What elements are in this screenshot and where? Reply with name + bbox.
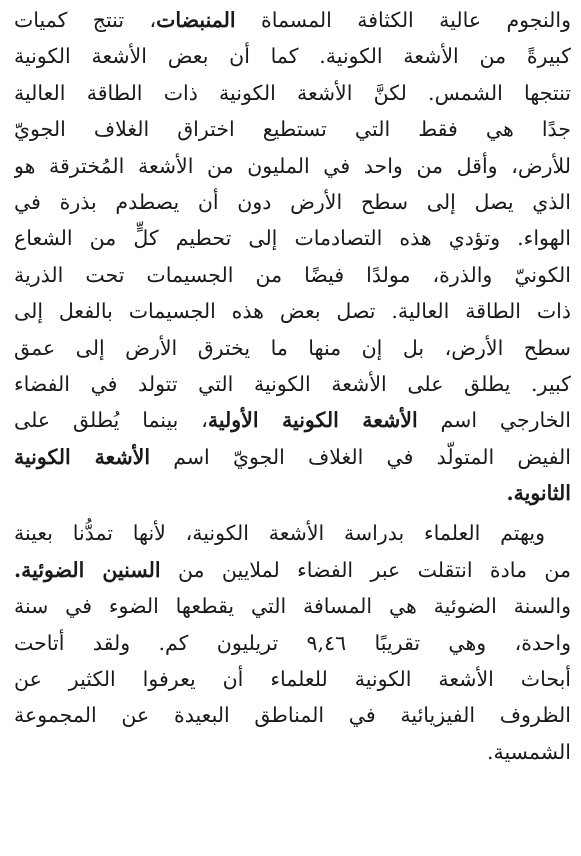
text-line: ويهتم العلماء بدراسة الأشعة الكونية، لأنها تمدُّنا بعينة [14,521,545,546]
text-line: الثانوية. [506,481,571,506]
text-line: جدًا هي فقط التي تستطيع اختراق الغلاف الجويّ [14,117,571,142]
term-light-years: السنين الضوئية [21,557,161,582]
text-line: للأرض، وأقل من واحد في المليون من الأشعة المُخترقة هو [14,153,571,178]
term-secondary-cosmic-rays-part2: الثانوية [513,481,571,506]
text-line: أبحاث الأشعة الكونية للعلماء أن يعرفوا الكثير عن [14,667,571,692]
text-line: الفيض المتولّد في الغلاف الجويّ اسم الأشعة الكونية [14,444,571,469]
term-secondary-cosmic-rays-part1: الأشعة الكونية [14,444,151,469]
paragraph-light-years [14,515,571,770]
text-line: سطح الأرض، بل إن منها ما يخترق الأرض إلى عمق [14,335,571,360]
text-line: ذات الطاقة العالية. تصل بعض هذه الجسيمات بالفعل إلى [14,299,571,324]
term-primary-cosmic-rays: الأشعة الكونية الأولية [207,408,418,433]
text-line: الكونيّ والذرة، مولدًا فيضًا من الجسيمات تحت الذرية [14,262,571,287]
text-line: والسنة الضوئية هي المسافة التي يقطعها الضوء في سنة [14,594,571,619]
text-line: الخارجي اسم الأشعة الكونية الأولية، بينما يُطلق على [14,408,571,433]
paragraph-cosmic-rays-origin [14,2,571,511]
text-line: الظروف الفيزيائية في المناطق البعيدة عن المجموعة [14,703,571,728]
text-line: كبير. يطلق على الأشعة الكونية التي تتولد في الفضاء [14,371,571,396]
text-line: الذي يصل إلى سطح الأرض دون أن يصطدم بذرة في [14,189,571,214]
text-line: من مادة انتقلت عبر الفضاء لملايين من السنين الضوئية. [14,557,571,582]
text-line: الهواء. وتؤدي هذه التصادمات إلى تحطيم كلٍّ من الشعاع [14,226,571,251]
text-line: الشمسية. [486,739,571,764]
text-line: تنتجها الشمس. لكنَّ الأشعة الكونية ذات الطاقة العالية [14,80,571,105]
term-pulsars: المنبضات [156,8,236,32]
text-line: كبيرةً من الأشعة الكونية. كما أن بعض الأشعة الكونية [14,44,571,69]
text-line: والنجوم عالية الكثافة المسماة المنبضات، تنتج كميات [14,8,571,32]
text-line: واحدة، وهي تقريبًا ٩,٤٦ تريليون كم. ولقد أتاحت [14,630,571,655]
